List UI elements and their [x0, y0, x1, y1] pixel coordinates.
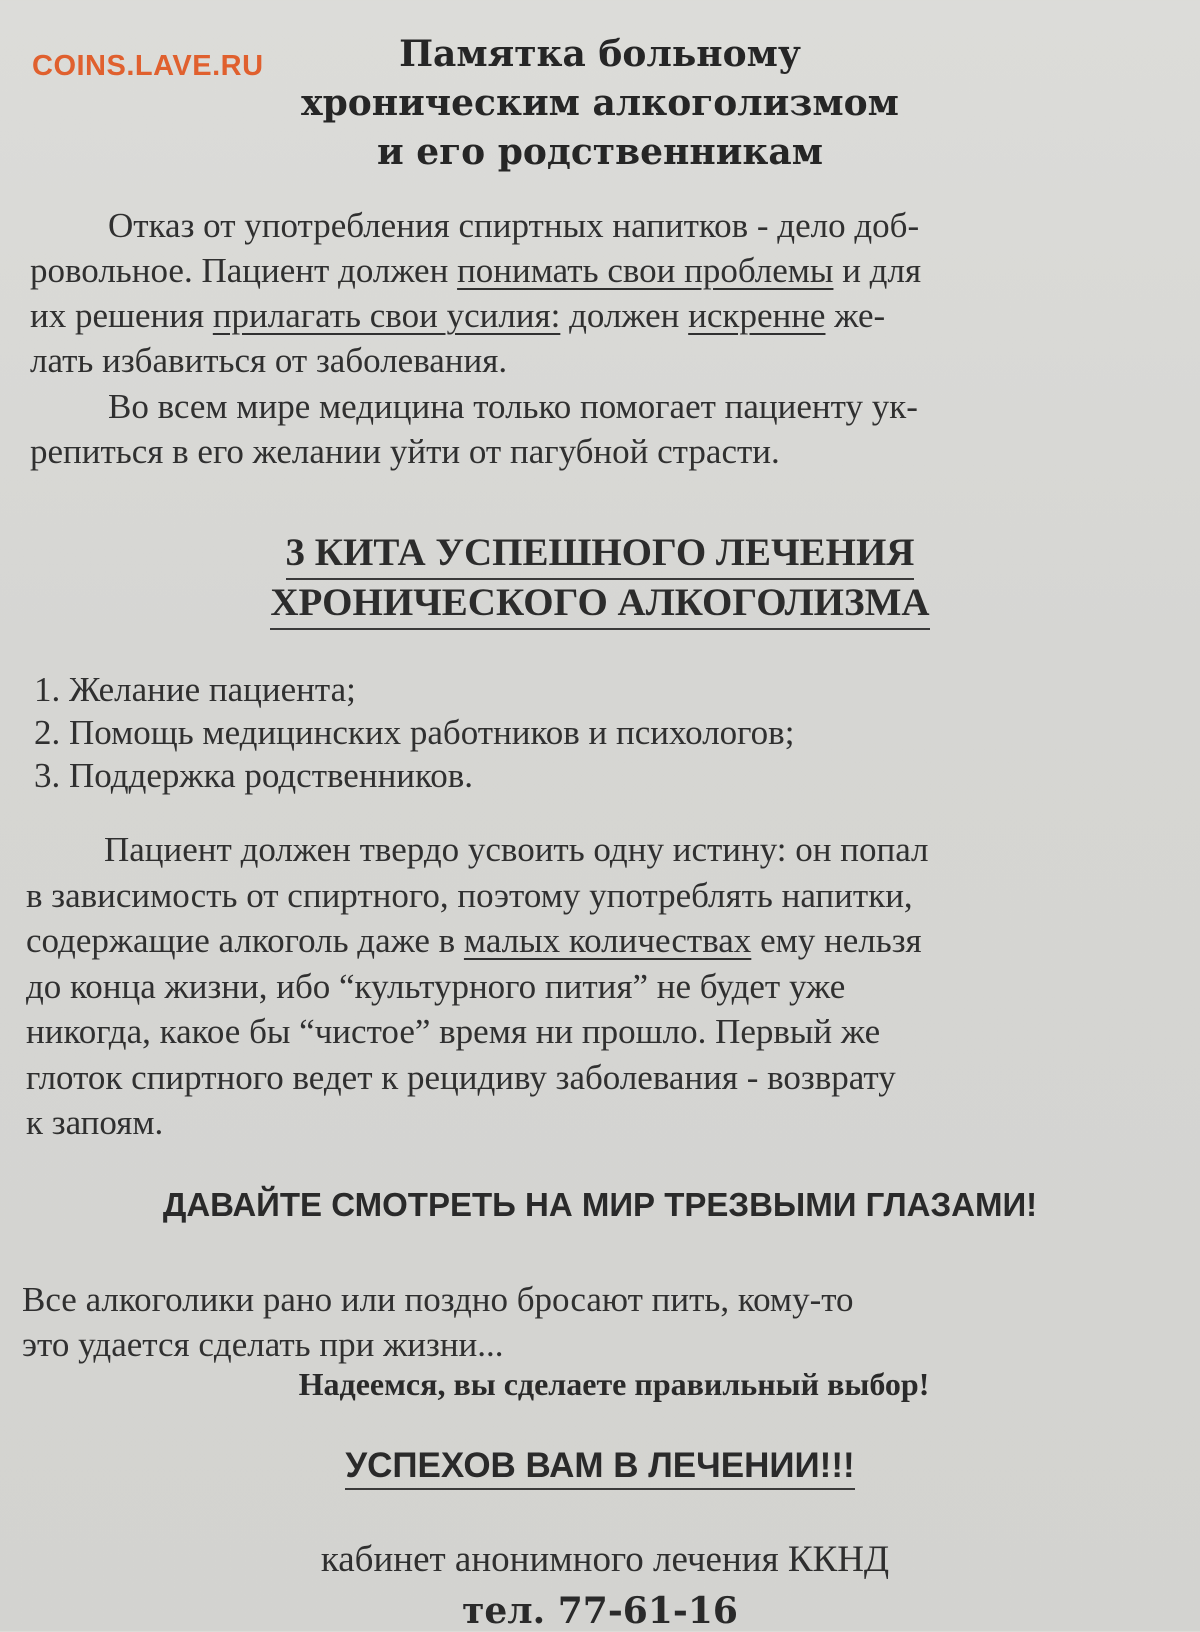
list-item: 2. Помощь медицинских работников и психологов; [34, 713, 795, 752]
text-line: Во всем мире медицина только помогает пациенту ук- [108, 387, 918, 426]
underlined-phrase: искренне [688, 296, 826, 335]
list-item: 3. Поддержка родственников. [34, 756, 474, 795]
title-line: хроническим алкоголизмом [301, 82, 899, 124]
hope-line: Надеемся, вы сделаете правильный выбор! [298, 1366, 930, 1402]
text-line: лать избавиться от заболевания. [30, 341, 508, 380]
text-line: Пациент должен твердо усвоить одну истину: он попал [104, 830, 929, 869]
text-line: к запоям. [26, 1103, 164, 1142]
phone-number: тел. 77-61-16 [462, 1590, 738, 1632]
intro-paragraph-2 [30, 384, 1150, 474]
truth-paragraph [26, 827, 1160, 1146]
intro-paragraph-1 [30, 203, 1150, 383]
document-title [0, 30, 1200, 177]
heading-line: ХРОНИЧЕСКОГО АЛКОГОЛИЗМА [270, 580, 929, 630]
text-line: репиться в его желании уйти от пагубной страсти. [30, 432, 780, 471]
text-line: Отказ от употребления спиртных напитков - дело доб- [108, 206, 920, 245]
list-item: 1. Желание пациента; [34, 670, 356, 709]
text-line: никогда, какое бы “чистое” время ни прошло. Первый же [26, 1012, 881, 1051]
numbered-list [34, 668, 794, 797]
title-line: и его родственникам [376, 131, 824, 173]
underlined-phrase: малых количествах [463, 921, 752, 960]
text-line: это удается сделать при жизни... [22, 1325, 504, 1364]
watermark-logo: COINS.LAVE.RU [32, 50, 264, 82]
heading-line: 3 КИТА УСПЕШНОГО ЛЕЧЕНИЯ [286, 530, 915, 580]
slogan: ДАВАЙТЕ СМОТРЕТЬ НА МИР ТРЕЗВЫМИ ГЛАЗАМИ! [162, 1186, 1038, 1223]
text-line: глоток спиртного ведет к рецидиву заболевания - возврату [26, 1057, 896, 1097]
underlined-phrase: прилагать свои усилия: [212, 296, 561, 335]
title-line: Памятка больному [399, 33, 801, 75]
text-line: в зависимость от спиртного, поэтому употреблять напитки, [26, 875, 913, 915]
closing-paragraph [22, 1277, 1166, 1367]
text-line: до конца жизни, ибо “культурного пития” не будет уже [26, 966, 846, 1006]
text-line: ровольное. Пациент должен понимать свои проблемы и для [30, 251, 922, 290]
success-heading: УСПЕХОВ ВАМ В ЛЕЧЕНИИ!!! [0, 1446, 1200, 1490]
underlined-phrase: понимать свои проблемы [457, 251, 834, 290]
issuer-name: кабинет анонимного лечения ККНД [320, 1539, 890, 1580]
text-line: их решения прилагать свои усилия: должен искренне же- [30, 296, 886, 335]
section-heading [0, 530, 1200, 630]
text-line: Все алкоголики рано или поздно бросают пить, кому-то [22, 1280, 854, 1319]
text-line: содержащие алкоголь даже в малых количествах ему нельзя [26, 921, 922, 960]
